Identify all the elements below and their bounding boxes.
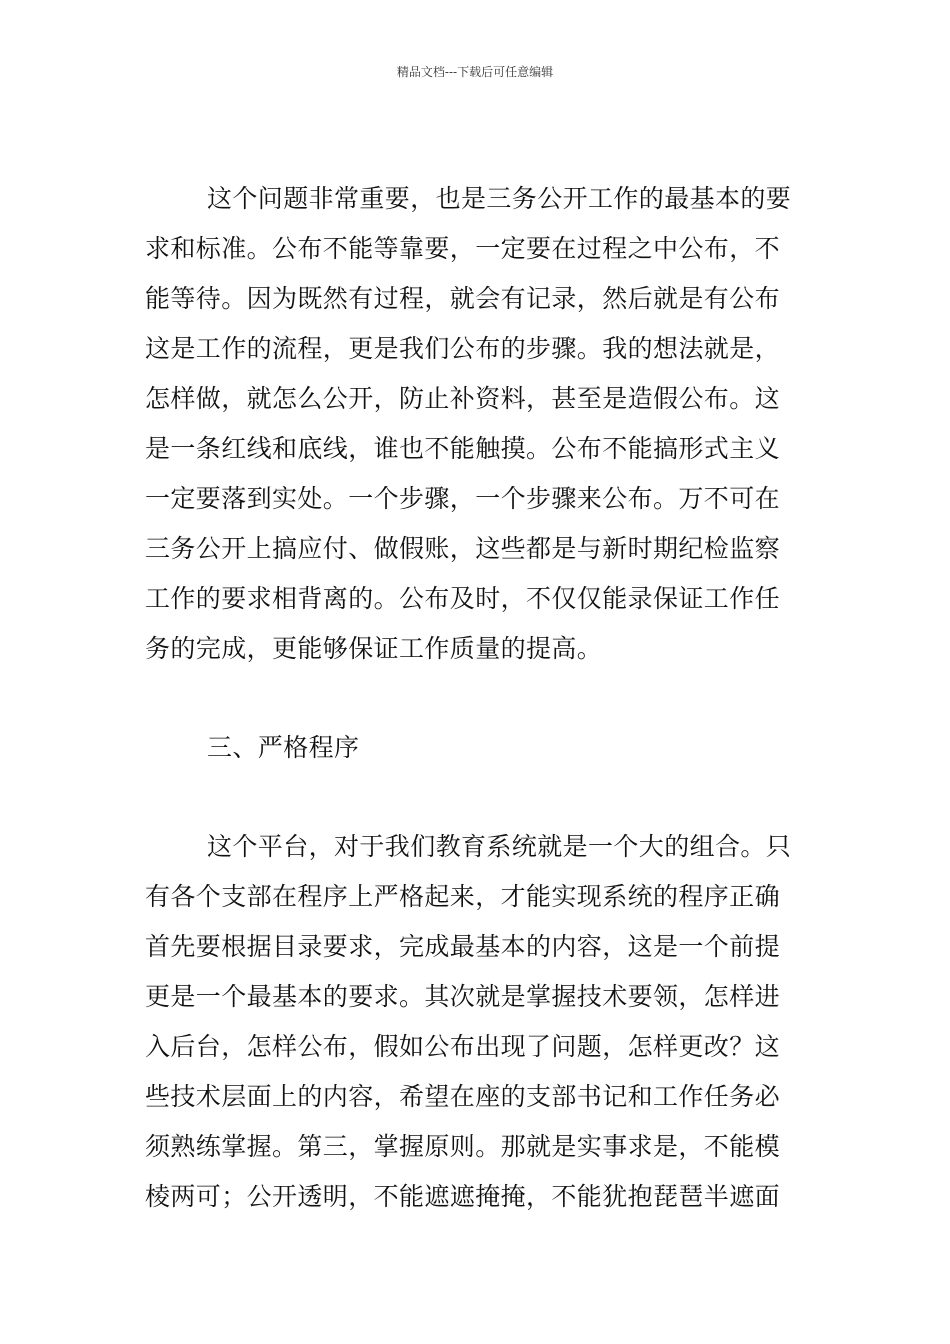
paragraph-line: 这个问题非常重要，也是三务公开工作的最基本的要 [207, 184, 792, 213]
paragraph-line: 首先要根据目录要求，完成最基本的内容，这是一个前提 [145, 932, 781, 961]
paragraph-line: 能等待。因为既然有过程，就会有记录，然后就是有公布 [145, 284, 781, 313]
paragraph-line: 工作的要求相背离的。公布及时，不仅仅能录保证工作任 [145, 584, 781, 613]
paragraph-line: 怎样做，就怎么公开，防止补资料，甚至是造假公布。这 [145, 384, 781, 413]
paragraph-line: 这个平台，对于我们教育系统就是一个大的组合。只 [207, 832, 792, 861]
paragraph-line: 些技术层面上的内容，希望在座的支部书记和工作任务必 [145, 1082, 781, 1111]
section-heading: 三、严格程序 [207, 733, 360, 762]
paragraph-line: 求和标准。公布不能等靠要，一定要在过程之中公布，不 [145, 234, 781, 263]
paragraph-line: 有各个支部在程序上严格起来，才能实现系统的程序正确 [145, 882, 781, 911]
paragraph-line: 是一条红线和底线，谁也不能触摸。公布不能搞形式主义 [145, 434, 781, 463]
page-header: 精品文档---下载后可任意编辑 [396, 65, 554, 79]
paragraph-line: 棱两可；公开透明，不能遮遮掩掩，不能犹抱琵琶半遮面 [145, 1182, 781, 1211]
paragraph-line: 更是一个最基本的要求。其次就是掌握技术要领，怎样进 [145, 982, 781, 1011]
paragraph-line: 入后台，怎样公布，假如公布出现了问题，怎样更改？这 [145, 1032, 781, 1061]
paragraph-line: 须熟练掌握。第三，掌握原则。那就是实事求是，不能模 [145, 1132, 781, 1161]
paragraph-line: 三务公开上搞应付、做假账，这些都是与新时期纪检监察 [145, 534, 781, 563]
paragraph-line: 务的完成，更能够保证工作质量的提高。 [145, 634, 603, 663]
paragraph-line: 一定要落到实处。一个步骤，一个步骤来公布。万不可在 [145, 484, 781, 513]
paragraph-line: 这是工作的流程，更是我们公布的步骤。我的想法就是， [145, 334, 781, 363]
